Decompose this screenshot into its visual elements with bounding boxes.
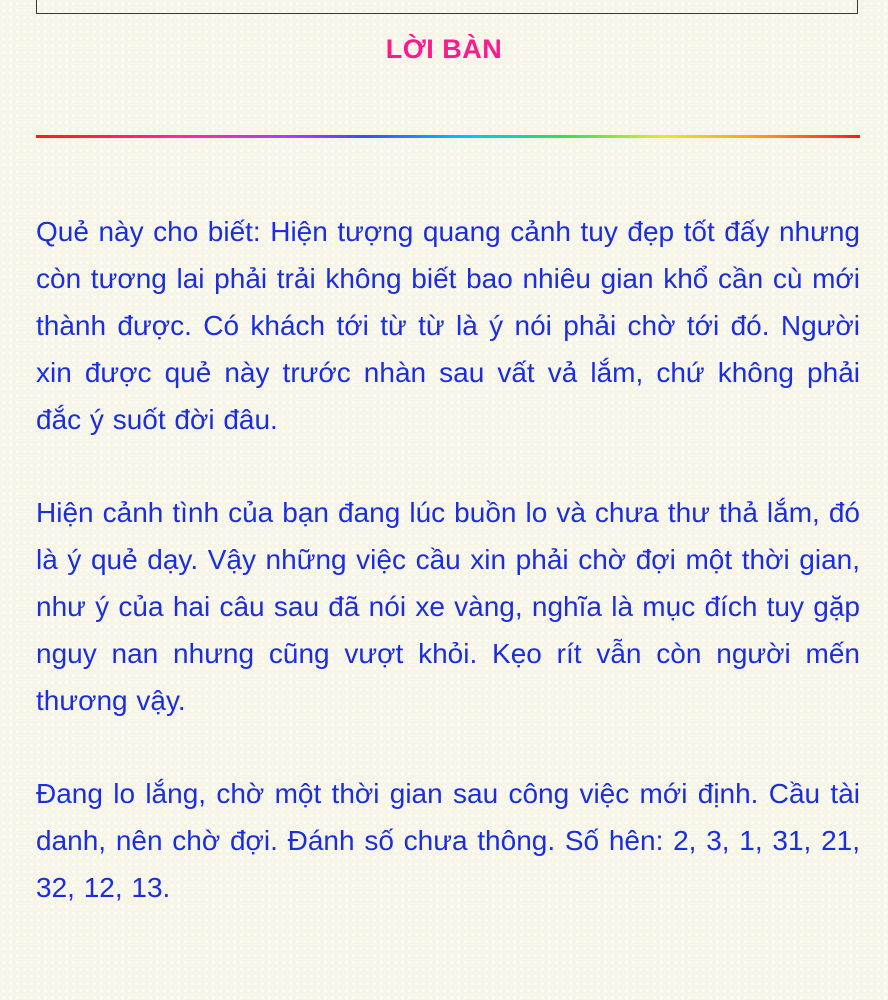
paragraph-situation: Hiện cảnh tình của bạn đang lúc buồn lo và chưa thư thả lắm, đó là ý quẻ dạy. Vậy những việc cầu xin phải chờ đợi một thời gian, như ý của hai câu sau đã nói xe vàng, nghĩa là mục đích tuy gặp nguy nan nhưng cũng vượt khỏi. Kẹo rít vẫn còn người mến thương vậy. <box>36 497 860 716</box>
rainbow-divider <box>36 135 860 138</box>
paragraph-advice: Đang lo lắng, chờ một thời gian sau công việc mới định. Cầu tài danh, nên chờ đợi. Đánh số chưa thông. Số hên: 2, 3, 1, 31, 21, 32, 12, 13. <box>36 778 860 903</box>
paragraph-interpretation: Quẻ này cho biết: Hiện tượng quang cảnh tuy đẹp tốt đấy nhưng còn tương lai phải trải không biết bao nhiêu gian khổ cần cù mới thành được. Có khách tới từ từ là ý nói phải chờ tới đó. Người xin được quẻ này trước nhàn sau vất vả lắm, chứ không phải đắc ý suốt đời đâu. <box>36 216 860 435</box>
top-content-frame <box>36 0 858 14</box>
commentary-body <box>36 208 860 957</box>
section-title: LỜI BÀN <box>385 34 503 64</box>
